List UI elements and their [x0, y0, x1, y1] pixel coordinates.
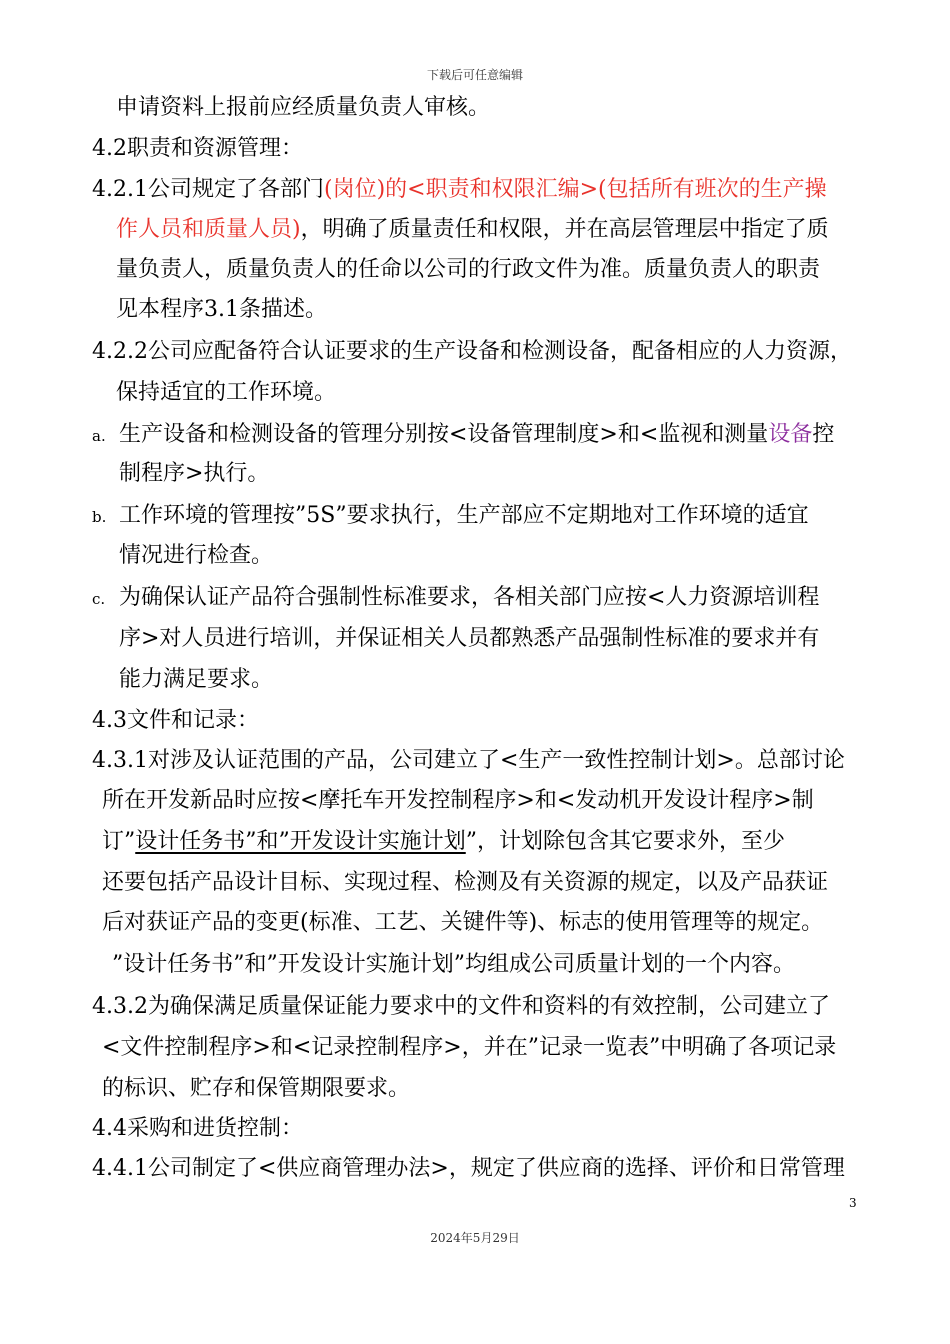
text-line: 序>对人员进行培训，并保证相关人员都熟悉产品强制性标准的要求并有	[119, 626, 820, 651]
text-span: 4.2.1公司规定了各部门	[92, 177, 324, 202]
text-line	[119, 420, 834, 450]
text-line: 为确保认证产品符合强制性标准要求，各相关部门应按<人力资源培训程	[119, 585, 820, 610]
text-span: 订”	[102, 829, 136, 854]
text-line: 工作环境的管理按”5S”要求执行，生产部应不定期地对工作环境的适宜	[119, 503, 809, 528]
text-span: ”，计划除包含其它要求外，至少	[465, 829, 785, 854]
text-span: 控	[812, 422, 835, 447]
highlighted-text: 设备	[768, 422, 813, 447]
text-line: 后对获证产品的变更(标准、工艺、关键件等)、标志的使用管理等的规定。	[102, 910, 824, 935]
text-line: 的标识、贮存和保管期限要求。	[102, 1076, 411, 1101]
section-heading: 4.4采购和进货控制：	[92, 1116, 303, 1141]
text-line: 见本程序3.1条描述。	[116, 297, 327, 322]
text-line	[116, 215, 829, 245]
highlighted-text: 作人员和质量人员)	[116, 217, 301, 242]
text-line: 情况进行检查。	[119, 543, 274, 568]
text-line: 申请资料上报前应经质量负责人审核。	[116, 95, 491, 120]
text-line: 量负责人，质量负责人的任命以公司的行政文件为准。质量负责人的职责	[116, 257, 821, 282]
text-line: 4.2.2公司应配备符合认证要求的生产设备和检测设备，配备相应的人力资源，	[92, 339, 852, 364]
text-span: 生产设备和检测设备的管理分别按<设备管理制度>和<监视和测量	[119, 422, 769, 447]
text-line: 4.4.1公司制定了<供应商管理办法>，规定了供应商的选择、评价和日常管理	[92, 1156, 845, 1181]
text-line: <文件控制程序>和<记录控制程序>，并在”记录一览表”中明确了各项记录	[102, 1035, 837, 1060]
text-line: 4.3.1对涉及认证范围的产品，公司建立了<生产一致性控制计划>。总部讨论	[92, 748, 845, 773]
section-heading: 4.3文件和记录：	[92, 708, 259, 733]
text-line: 所在开发新品时应按<摩托车开发控制程序>和<发动机开发设计程序>制	[102, 788, 814, 813]
page-header: 下载后可任意编辑	[426, 68, 523, 82]
page-number: 3	[849, 1196, 857, 1210]
underlined-text: 设计任务书”和”开发设计实施计划	[135, 829, 466, 854]
footer-date: 2024年5月29日	[430, 1231, 520, 1245]
list-marker: a.	[92, 427, 106, 445]
text-line: 还要包括产品设计目标、实现过程、检测及有关资源的规定，以及产品获证	[102, 870, 829, 895]
list-marker: c.	[92, 590, 106, 608]
text-line: 保持适宜的工作环境。	[116, 380, 337, 405]
text-line: 制程序>执行。	[119, 461, 270, 486]
text-span: ，明确了质量责任和权限，并在高层管理层中指定了质	[300, 217, 829, 242]
highlighted-text: (岗位)的<职责和权限汇编>(包括所有班次的生产操	[323, 177, 827, 202]
text-line: 4.3.2为确保满足质量保证能力要求中的文件和资料的有效控制，公司建立了	[92, 994, 830, 1019]
text-line	[92, 175, 827, 205]
list-marker: b.	[92, 508, 107, 526]
text-line: ”设计任务书”和”开发设计实施计划”均组成公司质量计划的一个内容。	[112, 952, 795, 977]
text-line	[102, 827, 785, 857]
text-line: 能力满足要求。	[119, 667, 274, 692]
section-heading: 4.2职责和资源管理：	[92, 136, 303, 161]
